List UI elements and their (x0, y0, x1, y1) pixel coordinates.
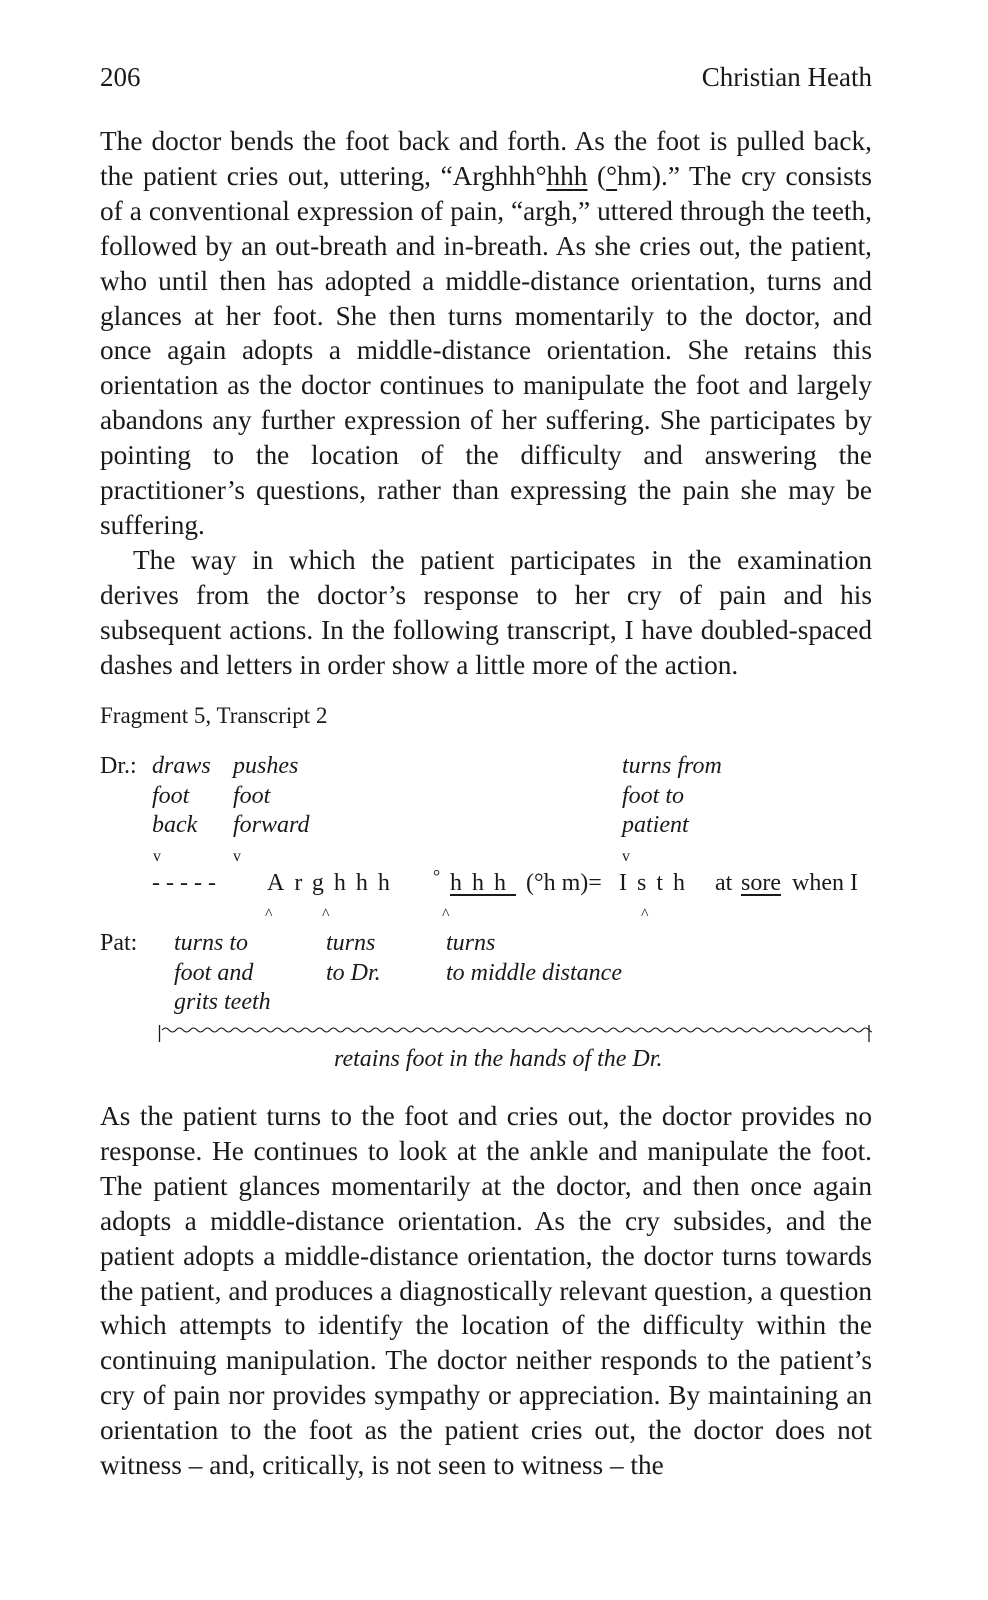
text-run: ( (587, 160, 607, 191)
patient-action: turns to middle distance (446, 930, 622, 986)
patient-action-marker: ^ (265, 906, 273, 923)
doctor-action: turns from foot to patient (622, 753, 722, 838)
body-paragraph-3 (100, 1099, 872, 1483)
underlined-text: ° (606, 160, 618, 191)
doctor-action: pushes foot forward (233, 753, 310, 838)
doctor-action-marker: v (622, 848, 630, 865)
doctor-action-marker: v (233, 848, 241, 865)
transcript-word: at (715, 870, 733, 896)
transcript-dashes: - - - - - (152, 870, 216, 896)
transcript-cry: Arghhh (267, 870, 400, 896)
paragraph: As the patient turns to the foot and cries out, the doctor provides no response. He continues to look at the ankle and manipulate the foot. The patient glances momentarily at the doctor, and then once again adopts a middle-distance orientation. As the cry subsides, and the patient adopts a middle-distance orientation, the doctor turns towards the patient, and produces a diagnostically relevant question, a question which attempts to identify the location of the difficulty within the continuing manipulation. The doctor neither responds to the patient’s cry of pain nor provides sympathy or appreciation. By maintaining an orientation to the foot as the patient cries out, the doctor does not witness – and, critically, is not seen to witness – the (100, 1101, 872, 1481)
patient-action: turns to Dr. (326, 930, 381, 986)
transcript-breath: (°h m)= (526, 870, 602, 896)
paragraph (100, 124, 872, 543)
transcript-cry-underlined: hhh (450, 870, 516, 896)
speaker-label-doctor: Dr.: (100, 753, 137, 779)
paragraph: The way in which the patient participates in the examination derives from the doctor’s response to her cry of pain and his subsequent actions. In the following transcript, I have doubled-spaced dashes and letters in order show a little more of the action. (100, 544, 872, 680)
duration-bracket (158, 1022, 872, 1046)
transcript-speech: Isth (619, 870, 695, 896)
text-run: hm).” The cry consists of a conventional expression of pain, “argh,” uttered through the teeth, followed by an out-breath and in-breath. As she cries out, the patient, who until then has adopted a middle-distance orientation, turns and glances at her foot. She then turns momentarily to the doctor, and once again adopts a middle-distance orientation. She retains this orientation as the doctor continues to manipulate the foot and largely abandons any further expression of her suffering. She participates by pointing to the location of the difficulty and answering the practitioner’s questions, rather than expressing the pain she may be suffering. (100, 160, 872, 540)
transcript-continuation-note: retains foot in the hands of the Dr. (334, 1046, 663, 1072)
speaker-label-patient: Pat: (100, 930, 138, 956)
patient-action-marker: ^ (641, 906, 649, 923)
patient-action-marker: ^ (442, 906, 450, 923)
doctor-action: draws foot back (152, 753, 211, 838)
text-run: The doctor bends the foot back and forth. As the foot is pulled back, the patient cries out, uttering, “Arghhh° (100, 126, 872, 191)
transcript-title: Fragment 5, Transcript 2 (100, 703, 328, 728)
continuation-wave (162, 1028, 872, 1032)
doctor-action-marker: v (153, 848, 161, 865)
running-head-author: Christian Heath (701, 62, 872, 92)
transcript-degree: ° (433, 866, 441, 886)
body-paragraph-1 (100, 124, 872, 683)
running-head (100, 62, 872, 102)
patient-action: turns to foot and grits teeth (174, 930, 271, 1015)
patient-action-marker: ^ (322, 906, 330, 923)
underlined-text: hhh (546, 160, 588, 191)
page-number: 206 (100, 62, 141, 92)
transcript-word-underlined: sore (741, 870, 781, 896)
transcript-word: when I (792, 870, 858, 896)
